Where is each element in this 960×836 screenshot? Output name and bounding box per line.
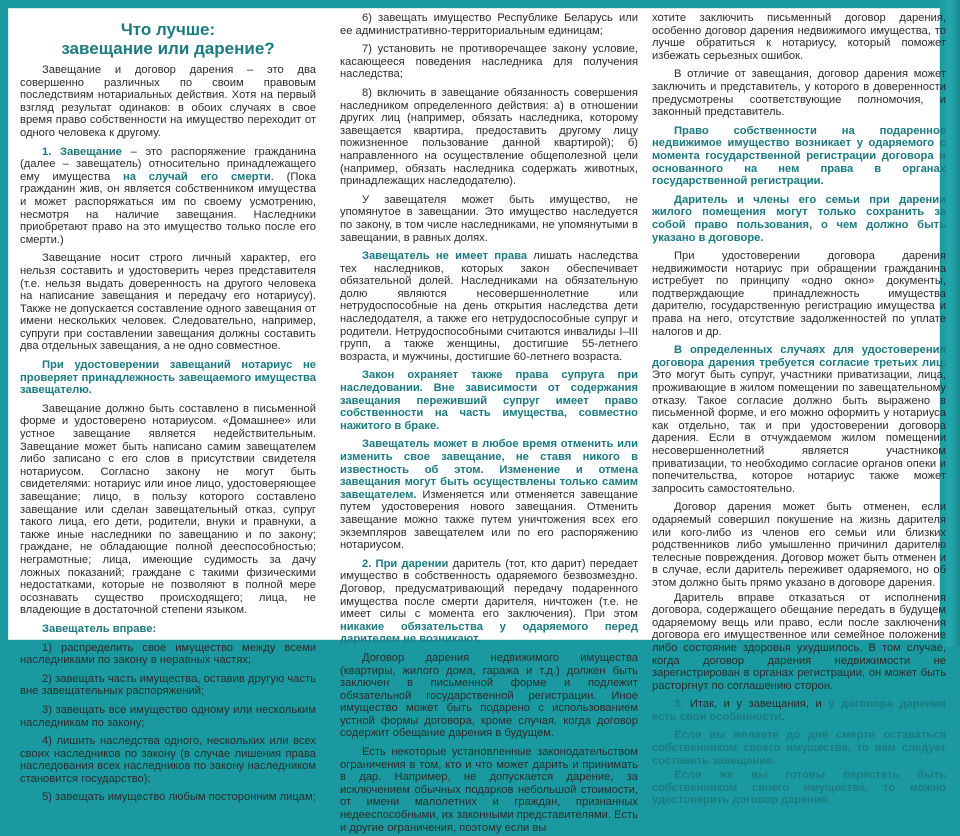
right-item: 4) лишить наследства одного, нескольких или всех своих наследников по закону (в случае лишения права наследования всех наследников по закону наследником становится государство); — [20, 735, 316, 785]
summary-paragraph — [652, 698, 946, 723]
leaflet-page — [8, 8, 946, 834]
highlight-no-obligations: никакие обязательства у одаряемого перед дарителем не возникают. — [340, 620, 638, 646]
will-definition-paragraph — [20, 146, 316, 247]
text: лишать наследства тех наследников, которых закон обеспечивает обязательной долей. Наследниками на обязательную долю являются несовершеннолетние или нетрудоспособные на день открытия наследства дети наследодателя, а также его нетрудоспособные супруг и родители. Нетрудоспособными считаются инвалиды I–III групп, а также женщины, достигшие 55-летнего возраста, и мужчины, достигшие 60-летнего возраста. — [340, 250, 638, 363]
term-gift: При дарении — [375, 557, 449, 570]
gift-definition-paragraph — [340, 558, 638, 646]
unmentioned-property-paragraph: У завещателя может быть имущество, не упомянутое в завещании. Это имущество наследуется по закону, в том числе наследниками, не упомянутыми в завещании, в равных долях. — [340, 193, 638, 244]
testator-rights-heading: Завещатель вправе: — [42, 622, 157, 635]
highlight-consent: В определенных случаях для удостоверения договора дарения требуется согласие третьих лиц. — [652, 344, 946, 369]
family-usage-right-paragraph: Даритель и члены его семьи при дарении жилого помещения могут только сохранить за собой право пользования, о чем должно быть указано в договоре. — [652, 193, 946, 244]
text: Итак, и у завещания, и — [683, 698, 829, 711]
top-border — [0, 0, 960, 8]
realty-gift-paragraph: Договор дарения недвижимого имущества (квартиры, жилого дома, гаража и т.д.) должен быть заключен в письменной форме и подлежит обязательной государственной регистрации. Иное имущество может быть подарено с использованием устной формы договора, кроме случая, когда договор содержит обещание дарения в будущем. — [340, 651, 638, 740]
gift-limits-continued: хотите заключить письменный договор дарения, особенно договор дарения недвижимого имущества, то лучше обратиться к нотариусу, который поможет избежать серьезных ошибок. — [652, 12, 946, 62]
title-line-2: завещание или дарение? — [61, 39, 275, 58]
mandatory-share-paragraph — [340, 250, 638, 363]
column-2 — [340, 12, 638, 836]
representative-paragraph: В отличие от завещания, договор дарения может заключить и представитель, у которого в доверенности предусмотрены соответствующие полномочия, и законный представитель. — [652, 68, 946, 119]
text: даритель (тот, кто дарит) передает имущество в собственность одаряемого безвозмездно. Договор, предусматривающий передачу подаренного имущества после смерти дарителя, ничтожен (т.е. не имеет силы с момента его заключения). При этом — [340, 557, 638, 621]
right-item: 5) завещать имущество любым посторонним лицам; — [42, 791, 316, 804]
right-item: 6) завещать имущество Республике Беларусь или ее административно-территориальным единицам; — [340, 12, 638, 37]
page-title — [20, 20, 316, 58]
section-number: 3. — [674, 698, 684, 711]
text: Это могут быть супруг, участники приватизации, лица, проживающие в жилом помещении по завещательному отказу. Такое согласие должно быть выражено в письменной форме, и его можно оформить у нотариуса как отдельно, так и при удостоверении договора дарения. Если в отчуждаемом жилом помещении несовершеннолетний является участником приватизации, то необходимо согласие органов опеки и попечительства, которое нотариус также может запросить самостоятельно. — [652, 369, 946, 495]
column-3 — [652, 12, 946, 813]
text: Изменяется или отменяется завещание путем удостоверения нового завещания. Отменить завещание можно также путем уничтожения всех его экземпляров завещателем или по его распоряжению нотариусом. — [340, 488, 638, 552]
term-will: Завещание — [60, 145, 122, 158]
one-window-paragraph: При удостоверении договора дарения недвижимости нотариус при обращении гражданина истребует по принципу «одно окно» документы, подтверждающие принадлежность имущества дарителю, государственную регистрацию имущества и права на него, отсутствие задолженностей по уплате налогов и др. — [652, 250, 946, 338]
section-number: 1. — [42, 145, 61, 158]
right-item: 3) завещать все имущество одному или нескольким наследникам по закону; — [20, 703, 316, 729]
text: . (Пока гражданин жив, он является собственником имущества и может распоряжаться им по своему усмотрению, несмотря на наличие завещания. Наследники приобретают право на это имущество только после его смерти.) — [20, 170, 316, 246]
title-line-1: Что лучше: — [120, 20, 216, 39]
highlight-change-will: Завещатель может в любое время отменить или изменить свое завещание, не ставя никого в известность об этом. Изменение и отмена завещания могут быть осуществлены только самим завещателем. — [340, 438, 638, 501]
written-form-paragraph: Завещание должно быть составлено в письменной форме и удостоверено нотариусом. «Домашнее» или устное завещание является недействительным. Завещание может быть написано самим завещателем либо записано с его слов в присутствии свидетеля нотариусом. Согласно закону не могут быть свидетелями: нотариус или иное лицо, удостоверяющее завещание; лицо, в пользу которого составлено завещание или сделан завещательный отказ, супруг такого лица, его дети, родители, внуки и правнуки, а также иные наследники по завещанию и по закону; граждане, не обладающие полной дееспособностью; неграмотные; лица, имеющие судимость за дачу ложных показаний; граждане с такими физическими недостатками, которые не позволяют в полной мере осознавать существо происходящего; лица, не владеющие в достаточной степени языком. — [20, 402, 316, 617]
text: – это распоряжение гражданина (далее – завещатель) относительно принадлежащего ему имущества — [20, 145, 316, 183]
right-item: 8) включить в завещание обязанность совершения наследником определенного действия: а) в отношении других лиц (например, обязать наследника, которому завещается квартира, предоставить другому лицу пожизненное пользование данной квартирой); б) направленного на осуществление общеполезной цели (например, обязать наследника содержать животных, принадлежащих наследодателю). — [340, 86, 638, 188]
right-item: 7) установить не противоречащее закону условие, касающееся поведения наследника для получения наследства; — [340, 43, 638, 81]
gift-cancel-paragraph: Договор дарения может быть отменен, если одаряемый совершил покушение на жизнь дарителя или кого-либо из членов его семьи или близких родственников либо умышленно причинил дарителю телесные повреждения. Договор может быть отменен и в случае, если даритель переживет одаряемого, но об этом должно быть прямо указано в договоре дарения. — [652, 501, 946, 589]
conclusion-will-paragraph: Если вы желаете до дня смерти оставаться собственником своего имущества, то вам следует составить завещание. — [652, 729, 946, 767]
right-item: 1) распределить свое имущество между всеми наследниками по закону в неравных частях; — [20, 641, 316, 667]
highlight-no-right: Завещатель не имеет права — [362, 250, 528, 263]
ownership-moment-paragraph: Право собственности на подаренное недвижимое имущество возникает у одаряемого с момента государственной регистрации договора и основанного на нем права в органах государственной регистрации. — [652, 124, 946, 188]
section-number: 2. — [362, 557, 376, 570]
third-party-consent-paragraph — [652, 344, 946, 495]
conclusion-gift-paragraph: Если же вы готовы перестать быть собственником своего имущества, то можно удостоверить договор дарения. — [652, 769, 946, 807]
change-will-paragraph — [340, 438, 638, 551]
text: . — [781, 710, 785, 723]
intro-paragraph: Завещание и договор дарения – это два совершенно различных по своим правовым последствиям нотариальных действия. Хотя на первый взгляд результат одинаков: в обоих случаях в свое время право собственности на имущество переходит от одного человека к другому. — [20, 64, 316, 139]
highlight-on-death: на случай его смерти — [122, 170, 271, 183]
gift-limits-paragraph: Есть некоторые установленные законодательством ограничения в том, кто и что может дарить и принимать в дар. Например, не допускается дарение, за исключением обычных подарков небольшой стоимости, от имени малолетних и граждан, признанных недееспособными, их законными представителями. Есть и другие ограничения, поэтому если вы — [340, 746, 638, 834]
personal-character-paragraph: Завещание носит строго личный характер, его нельзя составить и удостоверить через представителя (т.е. нельзя выдать доверенность на другого человека на написание завещания и передачу его нотариусу). Также не допускается составление одного завещания от имени нескольких человек. Следовательно, например, супруги при составлении завещания должны составить два отдельных завещания, а не одно совместное. — [20, 252, 316, 353]
column-1 — [20, 12, 316, 810]
spouse-rights-paragraph: Закон охраняет также права супруга при наследовании. Вне зависимости от содержания завещания переживший супруг имеет право собственности на часть имущества, совместно нажитого в браке. — [340, 369, 638, 432]
highlight-features: у договора дарения есть свои особенности — [652, 698, 946, 723]
right-item: 2) завещать часть имущества, оставив другую часть вне завещательных распоряжений; — [20, 672, 316, 698]
notary-not-check-paragraph: При удостоверении завещаний нотариус не проверяет принадлежность завещаемого имущества завещателю. — [20, 359, 316, 397]
donor-refuse-paragraph: Даритель вправе отказаться от исполнения договора, содержащего обещание передать в будущем одаряемому вещь или право, если после заключения договора его имущественное или семейное положение либо состояние здоровья ухудшилось. В том случае, когда договор дарения недвижимости не зарегистрирован в органах регистрации, он может быть расторгнут по соглашению сторон. — [652, 591, 946, 692]
